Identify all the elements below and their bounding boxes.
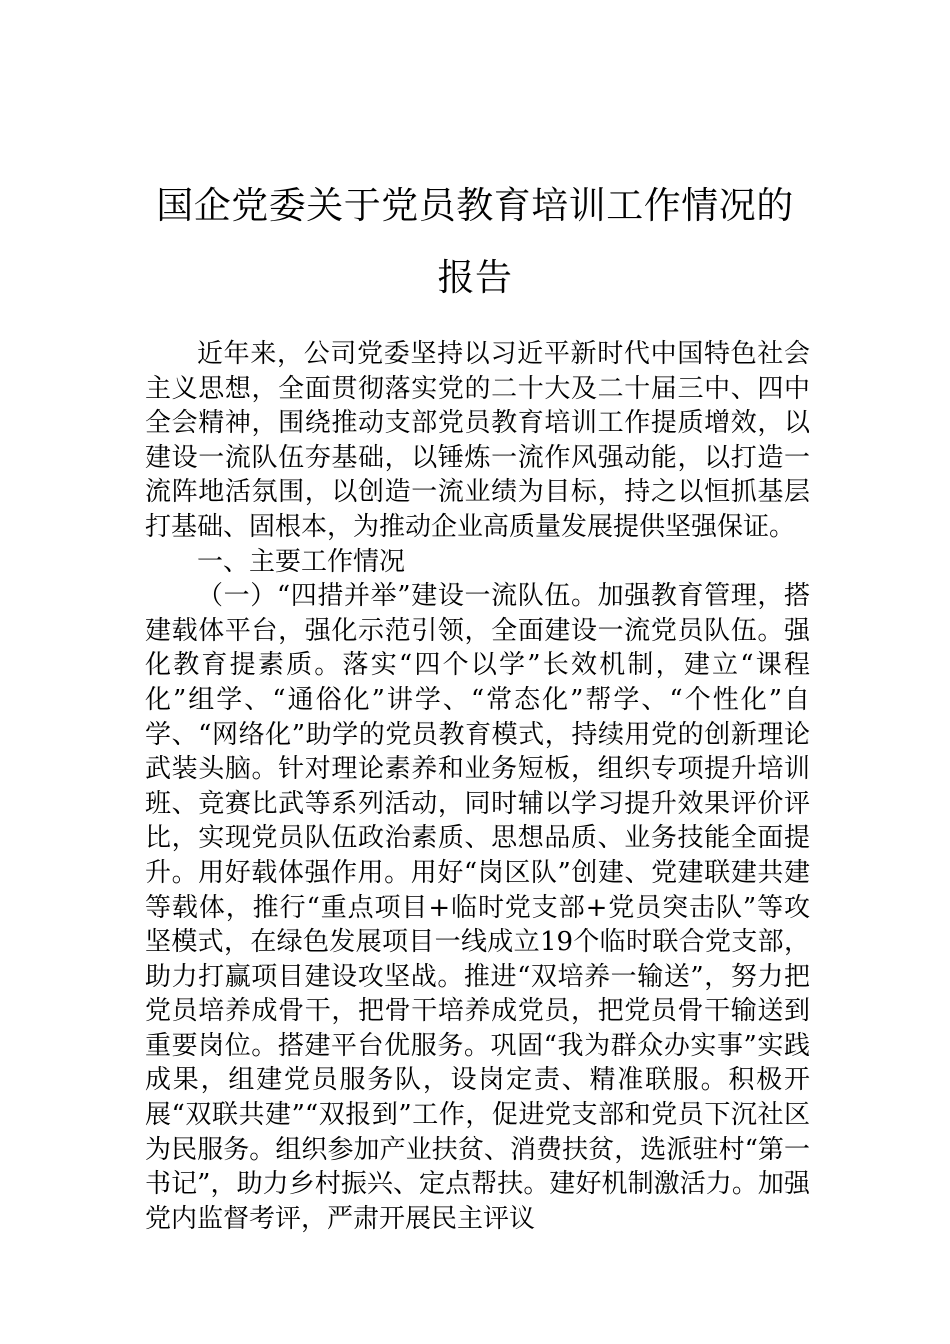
section-heading: 一、主要工作情况 [197, 546, 406, 577]
body-paragraph: （一）“四措并举”建设一流队伍。加强教育管理，搭建载体平台，强化示范引领，全面建设一流党员队伍。强化教育提素质。落实“四个以学”长效机制，建立“课程化”组学、“通俗化”讲学、“常态化”帮学、“个性化”自学、“网络化”助学的党员教育模式，持续用党的创新理论武装头脑。针对理论素养和业务短板，组织专项提升培训班、竞赛比武等系列活动，同时辅以学习提升效果评价评比，实现党员队伍政治素质、思想品质、业务技能全面提升。用好载体强作用。用好“岗区队”创建、党建联建共建等载体，推行“重点项目+临时党支部+党员突击队”等攻坚模式，在绿色发展项目一线成立19个临时联合党支部，助力打赢项目建设攻坚战。推进“双培养一输送”，努力把党员培养成骨干，把骨干培养成党员，把党员骨干输送到重要岗位。搭建平台优服务。巩固“我为群众办实事”实践成果，组建党员服务队，设岗定责、精准联服。积极开展“双联共建”“双报到”工作，促进党支部和党员下沉社区为民服务。组织参加产业扶贫、消费扶贫，选派驻村“第一书记”，助力乡村振兴、定点帮扶。建好机制激活力。加强党内监督考评，严肃开展民主评议 [145, 581, 810, 1234]
intro-paragraph: 近年来，公司党委坚持以习近平新时代中国特色社会主义思想，全面贯彻落实党的二十大及二十届三中、四中全会精神，围绕推动支部党员教育培训工作提质增效，以建设一流队伍夯基础，以锤炼一流作风强动能，以打造一流阵地活氛围，以创造一流业绩为目标，持之以恒抓基层打基础、固根本，为推动企业高质量发展提供坚强保证。 [145, 339, 810, 542]
document-body [145, 337, 810, 1236]
document-title: 国企党委关于党员教育培训工作情况的报告 [156, 184, 794, 299]
